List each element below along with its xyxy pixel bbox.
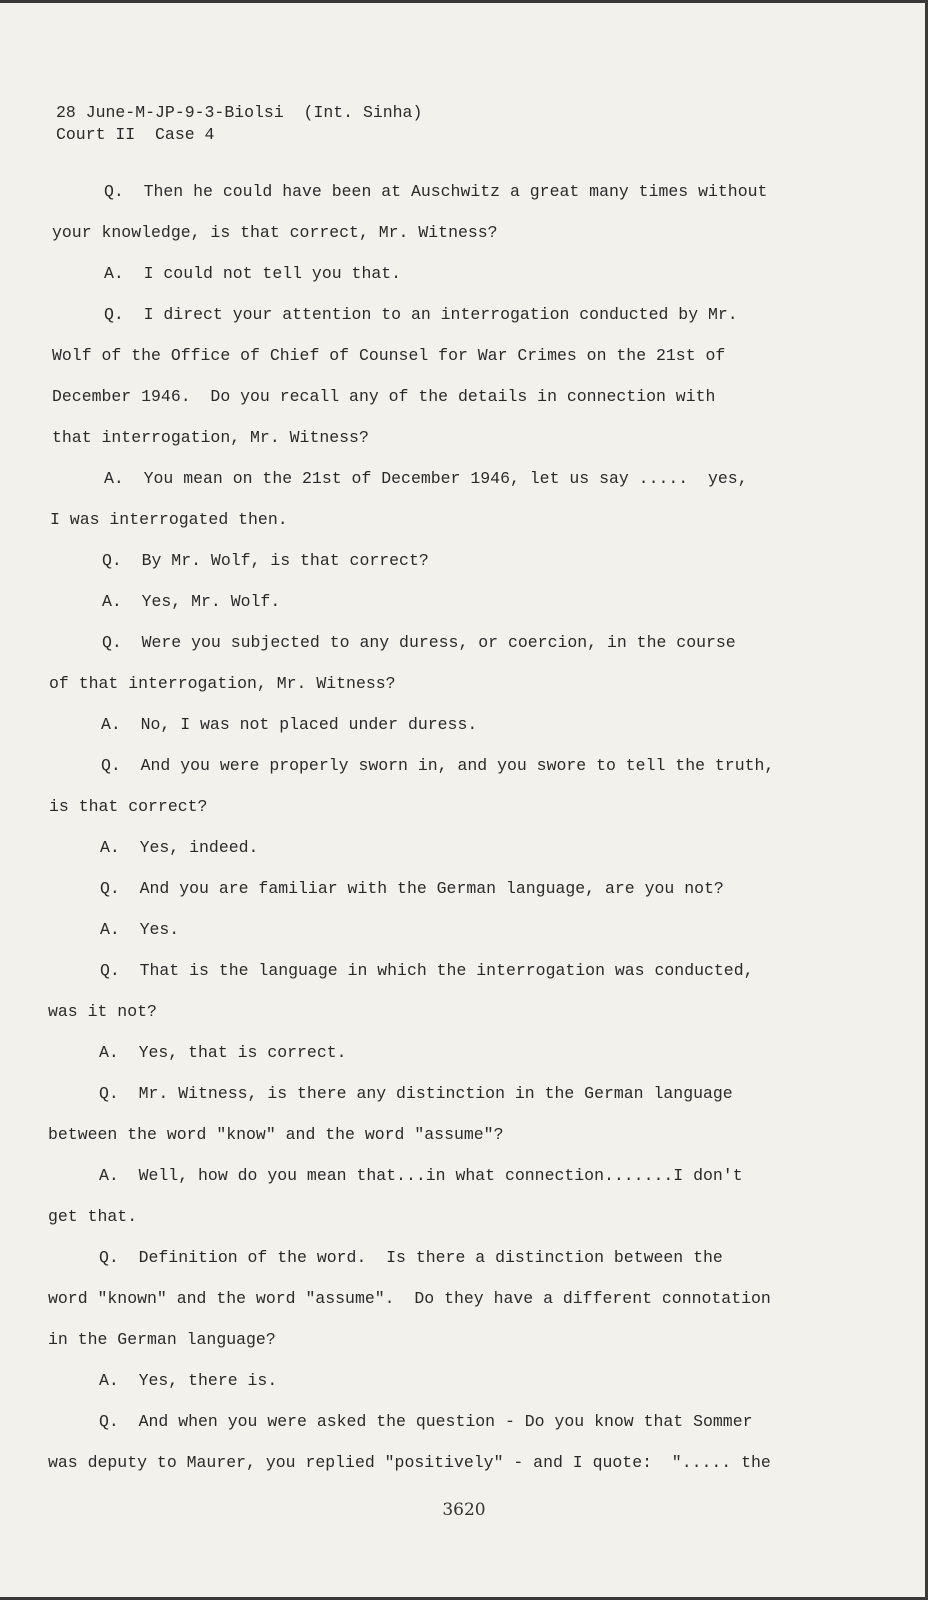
transcript-line: Q. Definition of the word. Is there a distinction between the: [99, 1248, 723, 1267]
transcript-line: I was interrogated then.: [50, 510, 288, 529]
transcript-line: A. You mean on the 21st of December 1946, let us say ..... yes,: [104, 469, 748, 488]
transcript-line: was it not?: [48, 1002, 157, 1021]
transcript-line: Q. And you are familiar with the German language, are you not?: [100, 879, 724, 898]
transcript-line: Q. Then he could have been at Auschwitz a great many times without: [104, 182, 768, 201]
transcript-line: that interrogation, Mr. Witness?: [52, 428, 369, 447]
transcript-line: Q. Mr. Witness, is there any distinction in the German language: [99, 1084, 733, 1103]
transcript-line: A. Yes, there is.: [99, 1371, 278, 1390]
transcript-line: in the German language?: [48, 1330, 276, 1349]
transcript-line: A. Well, how do you mean that...in what connection.......I don't: [99, 1166, 743, 1185]
transcript-line: Q. Were you subjected to any duress, or coercion, in the course: [102, 633, 736, 652]
transcript-line: of that interrogation, Mr. Witness?: [49, 674, 396, 693]
header-court-line: Court II Case 4: [56, 125, 215, 144]
transcript-line: A. Yes, Mr. Wolf.: [102, 592, 281, 611]
transcript-line: Q. By Mr. Wolf, is that correct?: [102, 551, 429, 570]
transcript-line: Q. And when you were asked the question - Do you know that Sommer: [99, 1412, 753, 1431]
transcript-line: Q. And you were properly sworn in, and you swore to tell the truth,: [101, 756, 775, 775]
transcript-line: get that.: [48, 1207, 138, 1226]
transcript-line: A. No, I was not placed under duress.: [101, 715, 478, 734]
transcript-line: between the word "know" and the word "assume"?: [48, 1125, 504, 1144]
transcript-line: was deputy to Maurer, you replied "positively" - and I quote: "..... the: [48, 1453, 771, 1472]
transcript-line: Q. I direct your attention to an interrogation conducted by Mr.: [104, 305, 738, 324]
header-session-line: 28 June-M-JP-9-3-Biolsi (Int. Sinha): [56, 103, 423, 122]
document-header: [56, 102, 422, 146]
transcript-line: A. Yes, indeed.: [100, 838, 259, 857]
transcript-line: word "known" and the word "assume". Do they have a different connotation: [48, 1289, 771, 1308]
transcript-line: your knowledge, is that correct, Mr. Witness?: [52, 223, 498, 242]
transcript-line: Q. That is the language in which the interrogation was conducted,: [100, 961, 754, 980]
transcript-line: is that correct?: [49, 797, 208, 816]
scan-edge-top: [0, 0, 928, 3]
transcript-line: December 1946. Do you recall any of the details in connection with: [52, 387, 716, 406]
transcript-line: A. I could not tell you that.: [104, 264, 402, 283]
page-number: 3620: [442, 1500, 486, 1520]
transcript-line: A. Yes, that is correct.: [99, 1043, 347, 1062]
transcript-line: Wolf of the Office of Chief of Counsel for War Crimes on the 21st of: [52, 346, 726, 365]
transcript-line: A. Yes.: [100, 920, 180, 939]
